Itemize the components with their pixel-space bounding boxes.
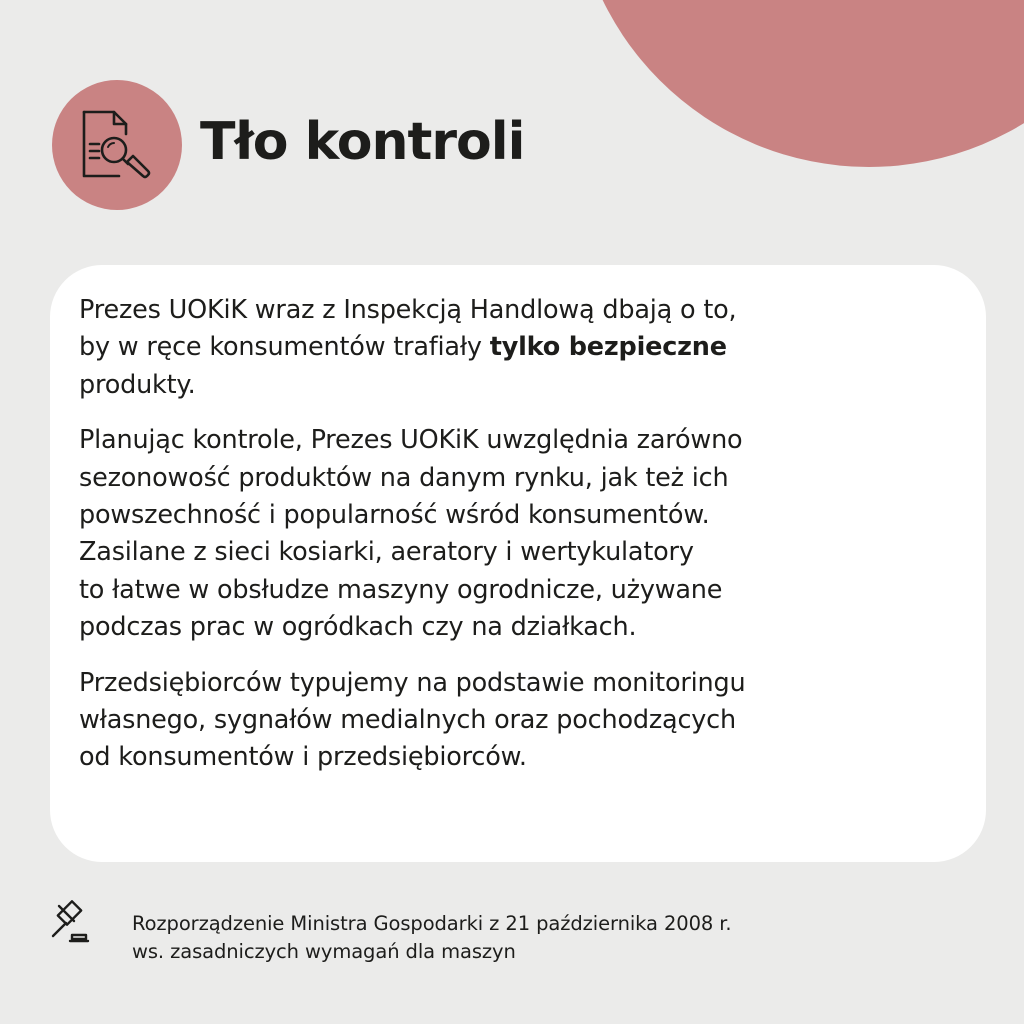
intro-paragraph bbox=[79, 292, 946, 404]
content-card bbox=[50, 265, 986, 862]
document-search-icon bbox=[77, 104, 157, 184]
planning-paragraph bbox=[79, 422, 946, 646]
planning-line-4: Zasilane z sieci kosiarki, aeratory i wertykulatory bbox=[79, 537, 694, 568]
decorative-corner-circle bbox=[573, 0, 1024, 167]
legal-reference-line-2: ws. zasadniczych wymagań dla maszyn bbox=[132, 940, 516, 963]
selection-line-2: własnego, sygnałów medialnych oraz pochodzących bbox=[79, 705, 736, 736]
planning-line-3: powszechność i popularność wśród konsumentów. bbox=[79, 500, 710, 531]
intro-line-2-emphasis: tylko bezpieczne bbox=[489, 332, 727, 363]
selection-paragraph bbox=[79, 665, 946, 777]
planning-line-5: to łatwe w obsłudze maszyny ogrodnicze, używane bbox=[79, 574, 723, 605]
intro-line-2: by w ręce konsumentów trafiały bbox=[79, 332, 490, 363]
legal-reference bbox=[132, 910, 732, 966]
planning-line-6: podczas prac w ogródkach czy na działkach. bbox=[79, 612, 637, 643]
selection-line-1: Przedsiębiorców typujemy na podstawie monitoringu bbox=[79, 667, 746, 698]
header-icon-badge bbox=[52, 80, 182, 210]
gavel-icon bbox=[48, 897, 96, 945]
selection-line-3: od konsumentów i przedsiębiorców. bbox=[79, 742, 527, 773]
planning-line-1: Planując kontrole, Prezes UOKiK uwzględnia zarówno bbox=[79, 425, 743, 456]
page-title: Tło kontroli bbox=[200, 112, 525, 172]
planning-line-2: sezonowość produktów na danym rynku, jak też ich bbox=[79, 462, 729, 493]
intro-line-1: Prezes UOKiK wraz z Inspekcją Handlową dbają o to, bbox=[79, 295, 737, 325]
legal-reference-line-1: Rozporządzenie Ministra Gospodarki z 21 października 2008 r. bbox=[132, 912, 732, 935]
intro-line-3: produkty. bbox=[79, 369, 196, 400]
